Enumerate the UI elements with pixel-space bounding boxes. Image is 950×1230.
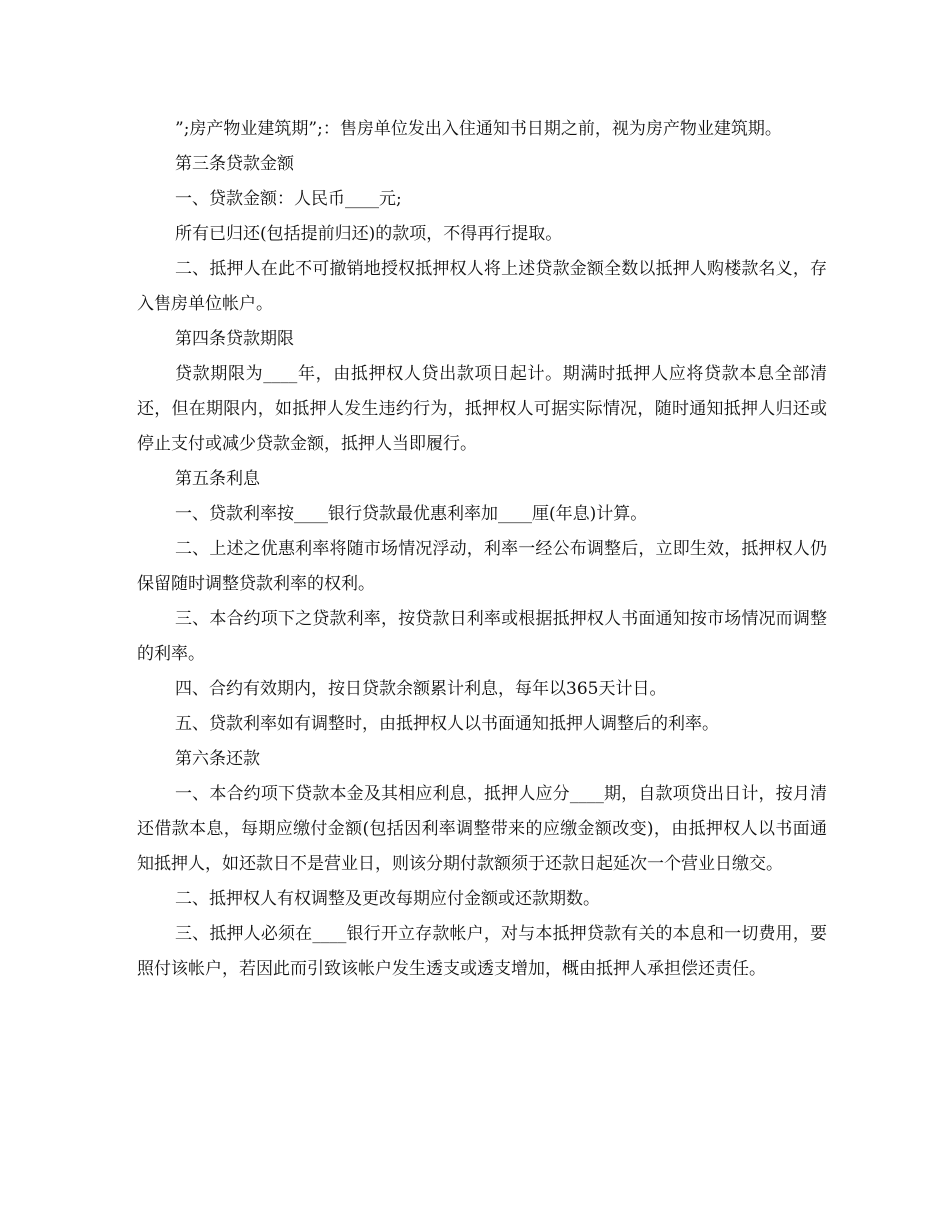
paragraph-daily-interest: 四、合约有效期内，按日贷款余额累计利息，每年以365天计日。 (175, 679, 667, 699)
paragraph-interest-rate: 一、贷款利率按____银行贷款最优惠利率加____厘(年息)计算。 (175, 504, 648, 524)
paragraph-adjust-installments: 二、抵押权人有权调整及更改每期应付金额或还款期数。 (175, 889, 600, 909)
heading-article-6: 第六条还款 (175, 749, 260, 769)
paragraph-deposit-account: 三、抵押人必须在____银行开立存款帐户，对与本抵押贷款有关的本息和一切费用，要照付该帐户，若因此而引致该帐户发生透支或透支增加，概由抵押人承担偿还责任。 (137, 924, 827, 979)
document-body (137, 112, 827, 987)
paragraph-rate-float: 二、上述之优惠利率将随市场情况浮动，利率一经公布调整后，立即生效，抵押权人仍保留随时调整贷款利率的权利。 (137, 539, 827, 594)
paragraph-contract-rate: 三、本合约项下之贷款利率，按贷款日利率或根据抵押权人书面通知按市场情况而调整的利率。 (137, 609, 827, 664)
heading-article-4: 第四条贷款期限 (175, 329, 294, 349)
paragraph-authorization: 二、抵押人在此不可撤销地授权抵押权人将上述贷款金额全数以抵押人购楼款名义，存入售房单位帐户。 (137, 259, 827, 314)
paragraph-repayment-schedule: 一、本合约项下贷款本金及其相应利息，抵押人应分____期，自款项贷出日计，按月清还借款本息，每期应缴付金额(包括因利率调整带来的应缴金额改变)，由抵押权人以书面通知抵押人，如还款日不是营业日，则该分期付款额须于还款日起延次一个营业日缴交。 (137, 784, 827, 874)
paragraph-construction-period: ”;房产物业建筑期”;：售房单位发出入住通知书日期之前，视为房产物业建筑期。 (175, 119, 782, 139)
heading-article-3: 第三条贷款金额 (175, 154, 294, 174)
heading-article-5: 第五条利息 (175, 469, 260, 489)
paragraph-repaid-no-withdraw: 所有已归还(包括提前归还)的款项，不得再行提取。 (175, 224, 563, 244)
paragraph-loan-amount: 一、贷款金额：人民币____元; (175, 189, 402, 209)
paragraph-loan-term: 贷款期限为____年，由抵押权人贷出款项日起计。期满时抵押人应将贷款本息全部清还，但在期限内，如抵押人发生违约行为，抵押权人可据实际情况，随时通知抵押人归还或停止支付或减少贷款金额，抵押人当即履行。 (137, 364, 827, 454)
paragraph-rate-notice: 五、贷款利率如有调整时，由抵押权人以书面通知抵押人调整后的利率。 (175, 714, 719, 734)
